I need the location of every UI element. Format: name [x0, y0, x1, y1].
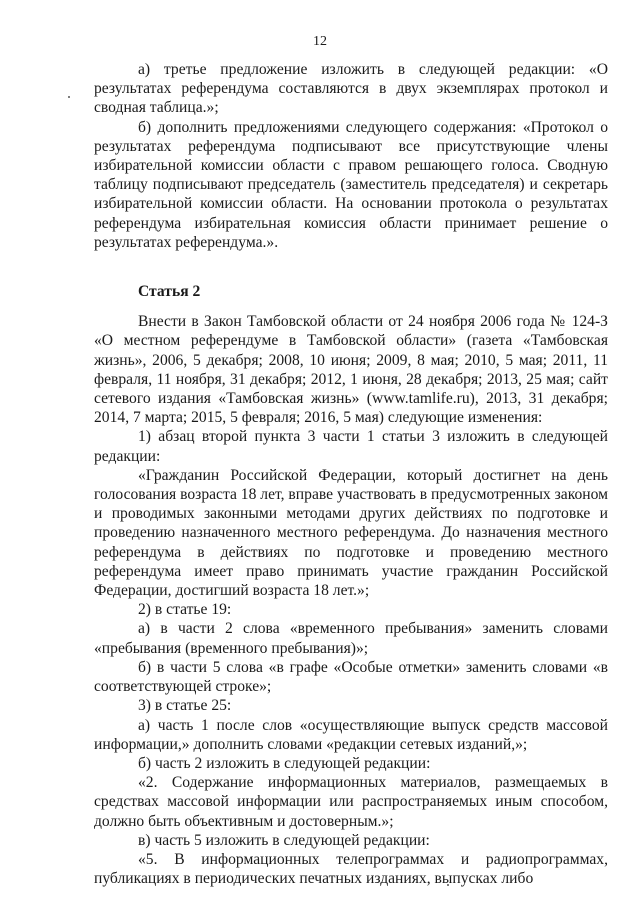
paragraph: а) третье предложение изложить в следующей редакции: «О результатах референдума составляются в двух экземплярах протокол и сводная таблица.»;	[94, 61, 608, 117]
page-number: 12	[313, 34, 327, 49]
article-heading: Статья 2	[138, 283, 201, 301]
paragraph: Внести в Закон Тамбовской области от 24 ноября 2006 года № 124-З «О местном референдуме в Тамбовской области» (газета «Тамбовская жизнь», 2006, 5 декабря; 2008, 10 июня; 2009, 8 мая; 2010, 5 мая; 2011, 11 февраля, 11 ноября, 31 декабря; 2012, 1 июня, 28 декабря; 2013, 25 мая; сайт сетевого издания «Тамбовская жизнь» (www.tamlife.ru), 2013, 31 декабря; 2014, 7 марта; 2015, 5 февраля; 2016, 5 мая) следующие изменения:	[94, 313, 608, 427]
paragraph: 2) в статье 19:	[138, 601, 232, 619]
paragraph: «2. Содержание информационных материалов, размещаемых в средствах массовой информации или распространяемых иным способом, должно быть объективным и достоверным.»;	[94, 774, 608, 830]
document-body	[94, 60, 608, 888]
scan-speck	[68, 96, 70, 98]
paragraph: «Гражданин Российской Федерации, который достигнет на день голосования возраста 18 лет, вправе участвовать в предусмотренных законом и проводимых законными методами других действиях по подготовке и проведению назначенного местного референдума. До назначения местного референдума в действиях по подготовке и проведению местного референдума имеет право принимать участие гражданин Российской Федерации, достигший возраста 18 лет.»;	[94, 466, 608, 600]
paragraph: в) часть 5 изложить в следующей редакции:	[138, 831, 430, 849]
paragraph: б) часть 2 изложить в следующей редакции:	[138, 754, 431, 772]
paragraph: б) дополнить предложениями следующего содержания: «Протокол о результатах референдума подписывают все присутствующие члены избирательной комиссии области с правом решающего голоса. Сводную таблицу подписывают председатель (заместитель председателя) и секретарь избирательной комиссии области. На основании протокола о результатах референдума избирательная комиссия области принимает решение о результатах референдума.».	[94, 118, 608, 251]
paragraph: а) часть 1 после слов «осуществляющие выпуск средств массовой информации,» дополнить словами «редакции сетевых изданий,»;	[94, 716, 608, 753]
paragraph: а) в части 2 слова «временного пребывания» заменить словами «пребывания (временного пребывания)»;	[94, 620, 608, 657]
paragraph: 3) в статье 25:	[138, 697, 232, 715]
paragraph: «5. В информационных телепрограммах и радиопрограммах, публикациях в периодических печатных изданиях, выпусках либо	[94, 850, 608, 888]
paragraph: б) в части 5 слова «в графе «Особые отметки» заменить словами «в соответствующей строке»;	[94, 658, 608, 696]
paragraph: 1) абзац второй пункта 3 части 1 статьи 3 изложить в следующей редакции:	[94, 428, 608, 465]
